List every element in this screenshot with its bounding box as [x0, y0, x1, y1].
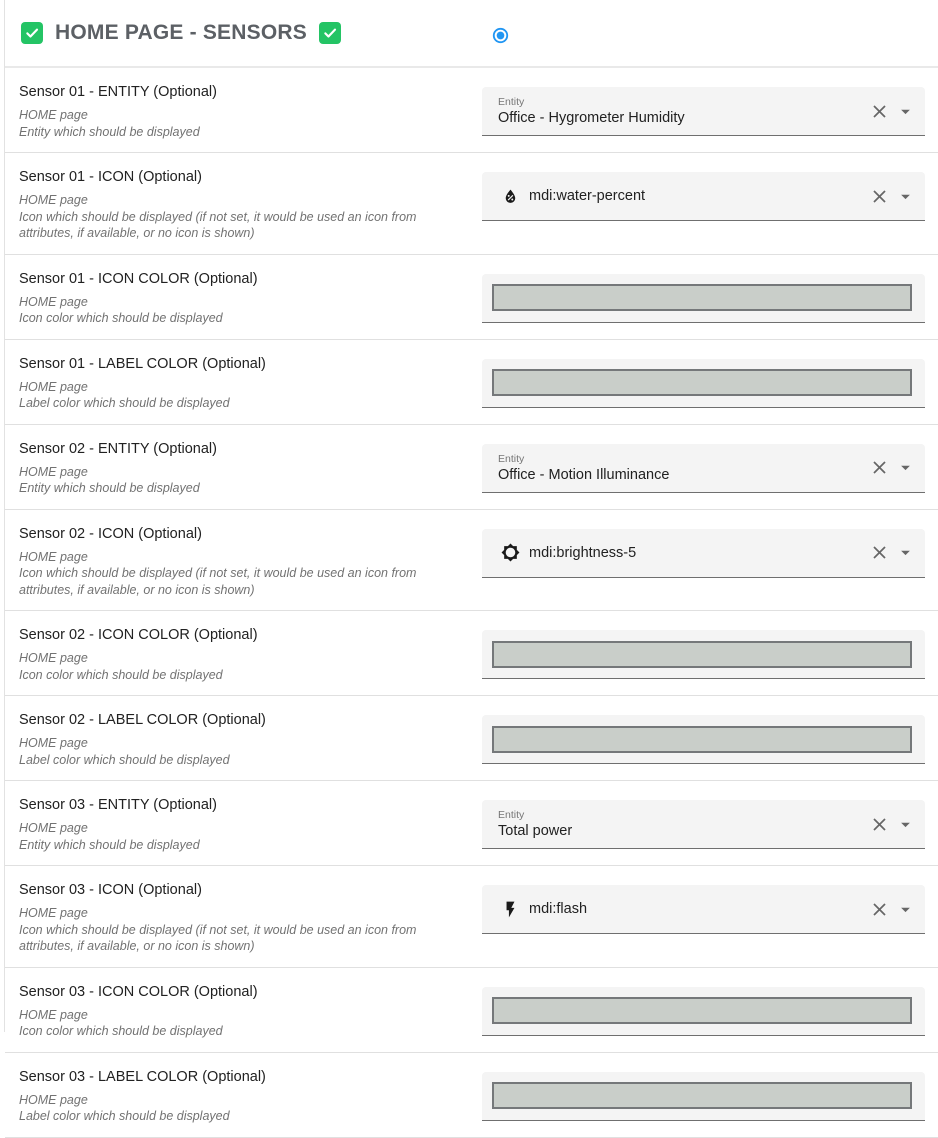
- clear-icon[interactable]: [869, 814, 890, 835]
- row-description: Label color which should be displayed: [19, 1109, 230, 1123]
- row-text: [19, 153, 482, 254]
- field-label: Entity: [498, 96, 525, 108]
- row-control: [482, 340, 925, 424]
- settings-row: [5, 1053, 938, 1138]
- row-control: [482, 866, 925, 967]
- row-label: Sensor 01 - ENTITY (Optional): [19, 84, 217, 100]
- clear-icon[interactable]: [869, 542, 890, 563]
- row-group: HOME page: [19, 906, 88, 920]
- clear-icon[interactable]: [869, 101, 890, 122]
- color-input[interactable]: [482, 987, 925, 1036]
- row-label: Sensor 02 - ENTITY (Optional): [19, 440, 217, 457]
- settings-row: [5, 425, 938, 510]
- row-description: Icon color which should be displayed: [19, 1024, 223, 1038]
- row-description: Entity which should be displayed: [19, 837, 200, 852]
- settings-row: [5, 255, 938, 340]
- row-text: [19, 68, 482, 152]
- row-group: HOME page: [19, 379, 88, 394]
- settings-row: [5, 696, 938, 781]
- color-input[interactable]: [482, 359, 925, 408]
- row-description: Icon which should be displayed (if not set, it would be used an icon from attributes, if available, or no icon is shown): [19, 922, 417, 953]
- row-description: Icon which should be displayed (if not set, it would be used an icon from attributes, if available, or no icon is shown): [19, 209, 417, 240]
- checkbox-checked-icon: [21, 22, 43, 44]
- row-group: HOME page: [19, 821, 88, 835]
- row-group: HOME page: [19, 193, 88, 207]
- row-control: [482, 781, 925, 865]
- color-input[interactable]: [482, 715, 925, 764]
- page-title: HOME PAGE - SENSORS: [55, 21, 307, 44]
- clear-icon[interactable]: [869, 457, 890, 478]
- field-value: mdi:brightness-5: [529, 544, 637, 561]
- row-label: Sensor 01 - ICON COLOR (Optional): [19, 270, 258, 287]
- section-header: [5, 0, 938, 68]
- row-label: Sensor 02 - ICON COLOR (Optional): [19, 627, 258, 643]
- color-swatch[interactable]: [492, 641, 912, 668]
- row-group: HOME page: [19, 651, 88, 665]
- field-value: mdi:water-percent: [529, 188, 646, 204]
- settings-row: [5, 510, 938, 612]
- color-input[interactable]: [482, 630, 925, 679]
- row-text: [19, 510, 482, 611]
- entity-select[interactable]: [482, 444, 925, 493]
- settings-row: [5, 68, 938, 153]
- icon-select[interactable]: [482, 529, 925, 578]
- settings-rows: [5, 68, 938, 1138]
- row-control: [482, 611, 925, 695]
- row-control: [482, 425, 925, 509]
- row-group: HOME page: [19, 464, 88, 479]
- chevron-down-icon[interactable]: [895, 457, 916, 478]
- row-group: HOME page: [19, 294, 88, 309]
- row-label: Sensor 02 - ICON (Optional): [19, 525, 202, 542]
- row-text: [19, 611, 482, 695]
- row-control: [482, 968, 925, 1052]
- entity-select[interactable]: [482, 800, 925, 849]
- color-swatch[interactable]: [492, 284, 912, 311]
- entity-select[interactable]: [482, 87, 925, 136]
- field-value: Office - Motion Illuminance: [498, 466, 670, 483]
- settings-row: [5, 968, 938, 1053]
- settings-row: [5, 340, 938, 425]
- blueprint-config-page: [4, 0, 938, 1123]
- field-label: Entity: [498, 809, 525, 821]
- checkbox-checked-icon: [319, 22, 341, 44]
- water-percent-icon: [501, 187, 520, 206]
- row-group: HOME page: [19, 1007, 88, 1022]
- settings-row: [5, 781, 938, 866]
- flash-icon: [501, 900, 520, 919]
- row-description: Icon which should be displayed (if not set, it would be used an icon from attributes, if available, or no icon is shown): [19, 566, 417, 597]
- color-swatch[interactable]: [492, 1082, 912, 1109]
- row-text: [19, 968, 482, 1052]
- row-control: [482, 68, 925, 152]
- row-text: [19, 425, 482, 509]
- row-description: Label color which should be displayed: [19, 396, 230, 410]
- row-text: [19, 340, 482, 424]
- row-group: HOME page: [19, 549, 88, 564]
- field-value: mdi:flash: [529, 901, 588, 917]
- row-group: HOME page: [19, 1092, 88, 1107]
- row-text: [19, 696, 482, 780]
- row-text: [19, 1053, 482, 1137]
- row-description: Entity which should be displayed: [19, 481, 200, 495]
- row-label: Sensor 02 - LABEL COLOR (Optional): [19, 712, 266, 728]
- row-control: [482, 1053, 925, 1137]
- color-swatch[interactable]: [492, 726, 912, 753]
- settings-row: [5, 611, 938, 696]
- row-label: Sensor 03 - ICON COLOR (Optional): [19, 983, 258, 1000]
- clear-icon[interactable]: [869, 186, 890, 207]
- brightness-5-icon: [501, 543, 520, 562]
- row-label: Sensor 03 - ICON (Optional): [19, 882, 202, 898]
- field-value: Total power: [498, 823, 573, 839]
- row-text: [19, 781, 482, 865]
- chevron-down-icon[interactable]: [895, 542, 916, 563]
- clear-icon[interactable]: [869, 899, 890, 920]
- row-control: [482, 153, 925, 254]
- row-description: Entity which should be displayed: [19, 124, 200, 139]
- color-input[interactable]: [482, 1072, 925, 1121]
- chevron-down-icon[interactable]: [895, 814, 916, 835]
- settings-row: [5, 153, 938, 255]
- row-label: Sensor 03 - ENTITY (Optional): [19, 797, 217, 813]
- field-label: Entity: [498, 452, 525, 465]
- field-value: Office - Hygrometer Humidity: [498, 110, 685, 126]
- radio-selected-icon[interactable]: [492, 27, 509, 44]
- row-label: Sensor 01 - ICON (Optional): [19, 169, 202, 185]
- chevron-down-icon[interactable]: [895, 899, 916, 920]
- icon-select[interactable]: [482, 885, 925, 934]
- row-description: Icon color which should be displayed: [19, 311, 223, 325]
- row-label: Sensor 01 - LABEL COLOR (Optional): [19, 355, 266, 372]
- row-control: [482, 255, 925, 339]
- row-description: Label color which should be displayed: [19, 752, 230, 767]
- icon-select[interactable]: [482, 172, 925, 221]
- row-text: [19, 255, 482, 339]
- settings-row: [5, 866, 938, 968]
- row-control: [482, 510, 925, 611]
- row-description: Icon color which should be displayed: [19, 667, 223, 682]
- color-swatch[interactable]: [492, 997, 912, 1024]
- row-group: HOME page: [19, 736, 88, 750]
- row-label: Sensor 03 - LABEL COLOR (Optional): [19, 1068, 266, 1085]
- chevron-down-icon[interactable]: [895, 186, 916, 207]
- row-text: [19, 866, 482, 967]
- chevron-down-icon[interactable]: [895, 101, 916, 122]
- row-group: HOME page: [19, 108, 88, 122]
- color-swatch[interactable]: [492, 369, 912, 396]
- row-control: [482, 696, 925, 780]
- color-input[interactable]: [482, 274, 925, 323]
